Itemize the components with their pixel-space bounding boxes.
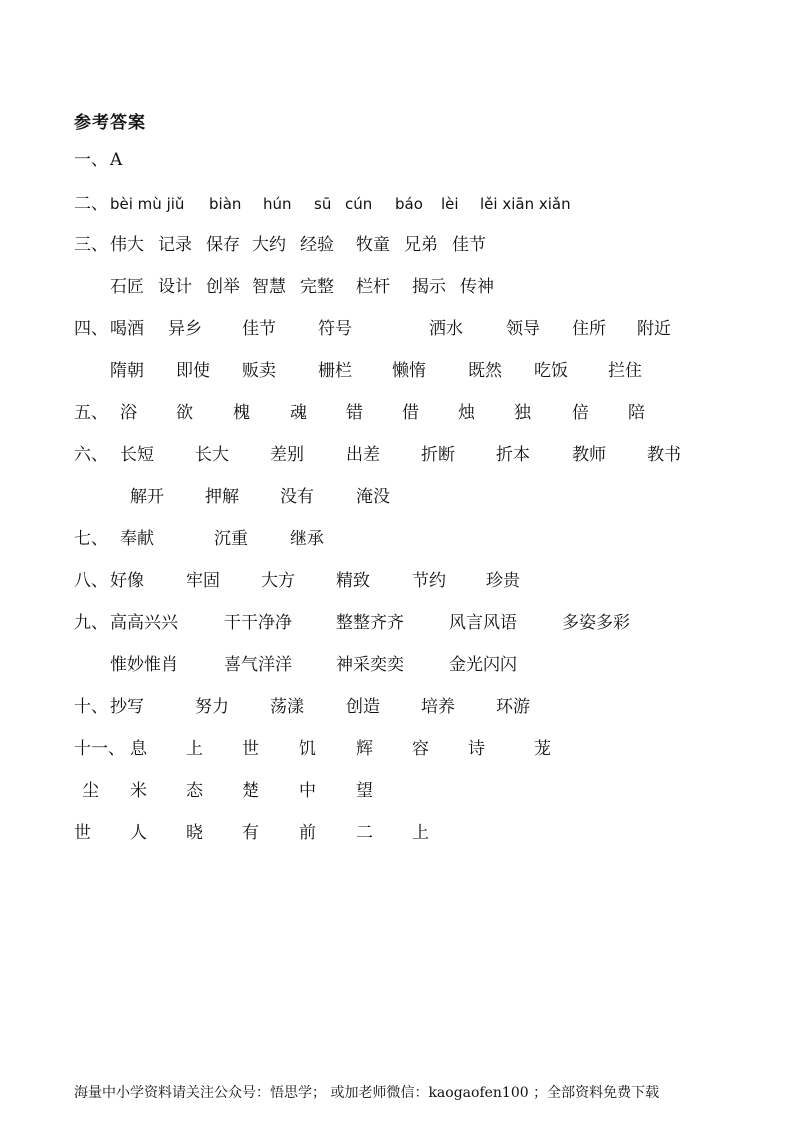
answer-item: 世 (74, 823, 91, 843)
answer-item: 烛 (458, 403, 475, 423)
answer-item: 茏 (534, 739, 551, 759)
answer-item: 荡漾 (270, 697, 304, 717)
answer-line-q3-row2 (74, 275, 714, 299)
answer-line-q11-row3 (74, 821, 714, 845)
answer-item: 神采奕奕 (336, 655, 404, 675)
answer-item: 多姿多彩 (562, 613, 630, 633)
answer-line-q9-row1 (74, 611, 734, 635)
question-label: 十一、 (74, 739, 125, 759)
answer-item: 息 (130, 739, 147, 759)
answer-line-q9-row2 (74, 653, 714, 677)
answer-item: 差别 (270, 445, 304, 465)
answer-item: 隋朝 (110, 361, 144, 381)
question-label: 十、 (74, 697, 108, 717)
answer-item: 洒水 (429, 319, 463, 339)
answer-item: 教师 (572, 445, 606, 465)
answer-item: 出差 (346, 445, 380, 465)
answer-line-q4-row1 (74, 317, 714, 341)
answer-item: 牧童 (356, 235, 390, 255)
question-label: 八、 (74, 571, 108, 591)
answer-item: 努力 (195, 697, 229, 717)
answer-item: 喝酒 (110, 319, 144, 339)
answer-item: 整整齐齐 (336, 613, 404, 633)
answer-item: 领导 (506, 319, 540, 339)
pinyin-item: biàn (209, 195, 242, 213)
answer-item: 辉 (356, 739, 373, 759)
answer-item: 态 (186, 781, 203, 801)
answer-item: 符号 (318, 319, 352, 339)
answer-item: 拦住 (608, 361, 642, 381)
answer-item: 没有 (280, 487, 314, 507)
answer-item: 长大 (195, 445, 229, 465)
answer-line-q6-row2 (74, 485, 714, 509)
answer-item: 奉献 (120, 529, 154, 549)
pinyin-item: lěi xiān xiǎn (480, 195, 571, 213)
answer-item: 错 (346, 403, 363, 423)
answer-line-q11-row2 (74, 779, 714, 803)
question-label: 七、 (74, 529, 108, 549)
answer-line-q7 (74, 527, 714, 551)
answer-item: 借 (402, 403, 419, 423)
answer-item: 栅栏 (318, 361, 352, 381)
answer-item: 淹没 (356, 487, 390, 507)
answer-item: 前 (299, 823, 316, 843)
answer-item: 抄写 (110, 697, 144, 717)
answer-item: 大方 (261, 571, 295, 591)
answer-item: 揭示 (412, 277, 446, 297)
answer-item: 牢固 (186, 571, 220, 591)
answer-line-q5 (74, 401, 714, 425)
answer-line-q6-row1 (74, 443, 714, 467)
answer-line-q1 (74, 148, 674, 172)
answer-item: A (110, 150, 123, 170)
pinyin-item: sū (314, 195, 332, 213)
answer-item: 风言风语 (449, 613, 517, 633)
answer-line-q11-row1 (74, 737, 714, 761)
answer-item: 即使 (176, 361, 210, 381)
answer-item: 懒惰 (392, 361, 426, 381)
pinyin-item: hún (263, 195, 292, 213)
answer-line-q4-row2 (74, 359, 714, 383)
answer-item: 饥 (299, 739, 316, 759)
answer-item: 伟大 (110, 235, 144, 255)
answer-item: 保存 (206, 235, 240, 255)
question-label: 三、 (74, 235, 108, 255)
pinyin-item: cún (345, 195, 373, 213)
answer-item: 异乡 (168, 319, 202, 339)
answer-line-q2 (74, 192, 714, 216)
answer-item: 兄弟 (404, 235, 438, 255)
answer-item: 继承 (290, 529, 324, 549)
answer-item: 望 (356, 781, 373, 801)
answer-item: 既然 (468, 361, 502, 381)
answer-item: 栏杆 (356, 277, 390, 297)
answer-item: 欲 (176, 403, 193, 423)
question-label: 五、 (74, 403, 108, 423)
answer-item: 石匠 (110, 277, 144, 297)
answer-item: 诗 (468, 739, 485, 759)
answer-item: 有 (242, 823, 259, 843)
answer-item: 上 (186, 739, 203, 759)
answer-item: 培养 (421, 697, 455, 717)
answer-item: 环游 (496, 697, 530, 717)
answer-item: 二 (356, 823, 373, 843)
answer-item: 传神 (460, 277, 494, 297)
answer-item: 独 (514, 403, 531, 423)
answer-item: 贩卖 (242, 361, 276, 381)
answer-item: 喜气洋洋 (224, 655, 292, 675)
answer-item: 精致 (336, 571, 370, 591)
answer-item: 设计 (158, 277, 192, 297)
answer-item: 浴 (120, 403, 137, 423)
answer-item: 米 (130, 781, 147, 801)
answer-line-q3-row1 (74, 233, 714, 257)
answer-item: 记录 (158, 235, 192, 255)
answer-item: 完整 (300, 277, 334, 297)
answer-item: 尘 (82, 781, 99, 801)
answer-item: 槐 (233, 403, 250, 423)
answer-item: 高高兴兴 (110, 613, 178, 633)
answer-item: 解开 (130, 487, 164, 507)
answer-item: 世 (242, 739, 259, 759)
page-title: 参考答案 (74, 113, 146, 133)
footer-note: 海量中小学资料请关注公众号：悟思学； 或加老师微信：kaogaofen100 ；全部资料免费下载 (74, 1085, 660, 1101)
answer-item: 创造 (346, 697, 380, 717)
answer-item: 珍贵 (486, 571, 520, 591)
answer-item: 楚 (242, 781, 259, 801)
question-label: 二、 (74, 194, 108, 214)
answer-item: 倍 (572, 403, 589, 423)
answer-item: 佳节 (242, 319, 276, 339)
answer-item: 创举 (206, 277, 240, 297)
answer-item: 经验 (300, 235, 334, 255)
answer-item: 吃饭 (534, 361, 568, 381)
question-label: 四、 (74, 319, 108, 339)
answer-item: 金光闪闪 (449, 655, 517, 675)
answer-item: 干干净净 (224, 613, 292, 633)
answer-item: 大约 (252, 235, 286, 255)
answer-item: 佳节 (452, 235, 486, 255)
question-label: 九、 (74, 613, 108, 633)
answer-item: 教书 (647, 445, 681, 465)
answer-item: 上 (412, 823, 429, 843)
answer-item: 人 (130, 823, 147, 843)
pinyin-item: báo (395, 195, 423, 213)
answer-item: 节约 (412, 571, 446, 591)
answer-line-q8 (74, 569, 714, 593)
answer-line-q10 (74, 695, 714, 719)
answer-item: 押解 (205, 487, 239, 507)
answer-item: 容 (412, 739, 429, 759)
answer-item: 好像 (110, 571, 144, 591)
pinyin-item: bèi mù jiǔ (110, 195, 185, 213)
question-label: 六、 (74, 445, 108, 465)
answer-item: 折本 (496, 445, 530, 465)
answer-item: 附近 (637, 319, 671, 339)
answer-item: 晓 (186, 823, 203, 843)
question-label: 一、 (74, 150, 108, 170)
answer-item: 惟妙惟肖 (110, 655, 178, 675)
answer-item: 折断 (421, 445, 455, 465)
answer-item: 中 (299, 781, 316, 801)
answer-item: 智慧 (252, 277, 286, 297)
answer-item: 陪 (628, 403, 645, 423)
answer-item: 魂 (290, 403, 307, 423)
answer-item: 沉重 (214, 529, 248, 549)
pinyin-item: lèi (441, 195, 459, 213)
answer-item: 住所 (572, 319, 606, 339)
answer-item: 长短 (120, 445, 154, 465)
